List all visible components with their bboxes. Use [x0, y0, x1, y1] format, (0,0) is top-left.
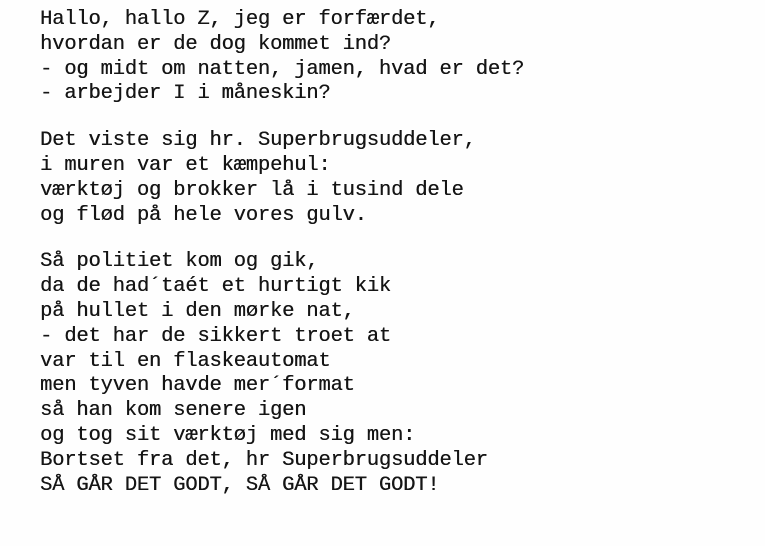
poem-text: [40, 8, 740, 520]
poem-line: var til en flaskeautomat: [40, 349, 331, 373]
poem-line: Bortset fra det, hr Superbrugsuddeler: [40, 448, 488, 472]
poem-line: hvordan er de dog kommet ind?: [40, 32, 391, 56]
stanza-2: [40, 129, 740, 228]
poem-line: værktøj og brokker lå i tusind dele: [40, 178, 464, 202]
stanza-3: [40, 250, 740, 498]
poem-line: men tyven havde mer´format: [40, 374, 355, 398]
poem-line: - og midt om natten, jamen, hvad er det?: [40, 57, 525, 81]
poem-line: i muren var et kæmpehul:: [40, 153, 331, 177]
poem-line: og flød på hele vores gulv.: [40, 203, 367, 227]
poem-line: Hallo, hallo Z, jeg er forfærdet,: [40, 8, 440, 31]
stanza-1: [40, 8, 740, 107]
poem-line: så han kom senere igen: [40, 399, 307, 423]
poem-line: - arbejder I i måneskin?: [40, 82, 331, 106]
poem-line: på hullet i den mørke nat,: [40, 299, 355, 323]
poem-line: Så politiet kom og gik,: [40, 250, 319, 274]
poem-line: - det har de sikkert troet at: [40, 324, 391, 348]
poem-line: da de had´taét et hurtigt kik: [40, 275, 391, 299]
poem-line: SÅ GÅR DET GODT, SÅ GÅR DET GODT!: [40, 473, 440, 497]
poem-line: Det viste sig hr. Superbrugsuddeler,: [40, 129, 476, 153]
poem-line: og tog sit værktøj med sig men:: [40, 423, 416, 447]
